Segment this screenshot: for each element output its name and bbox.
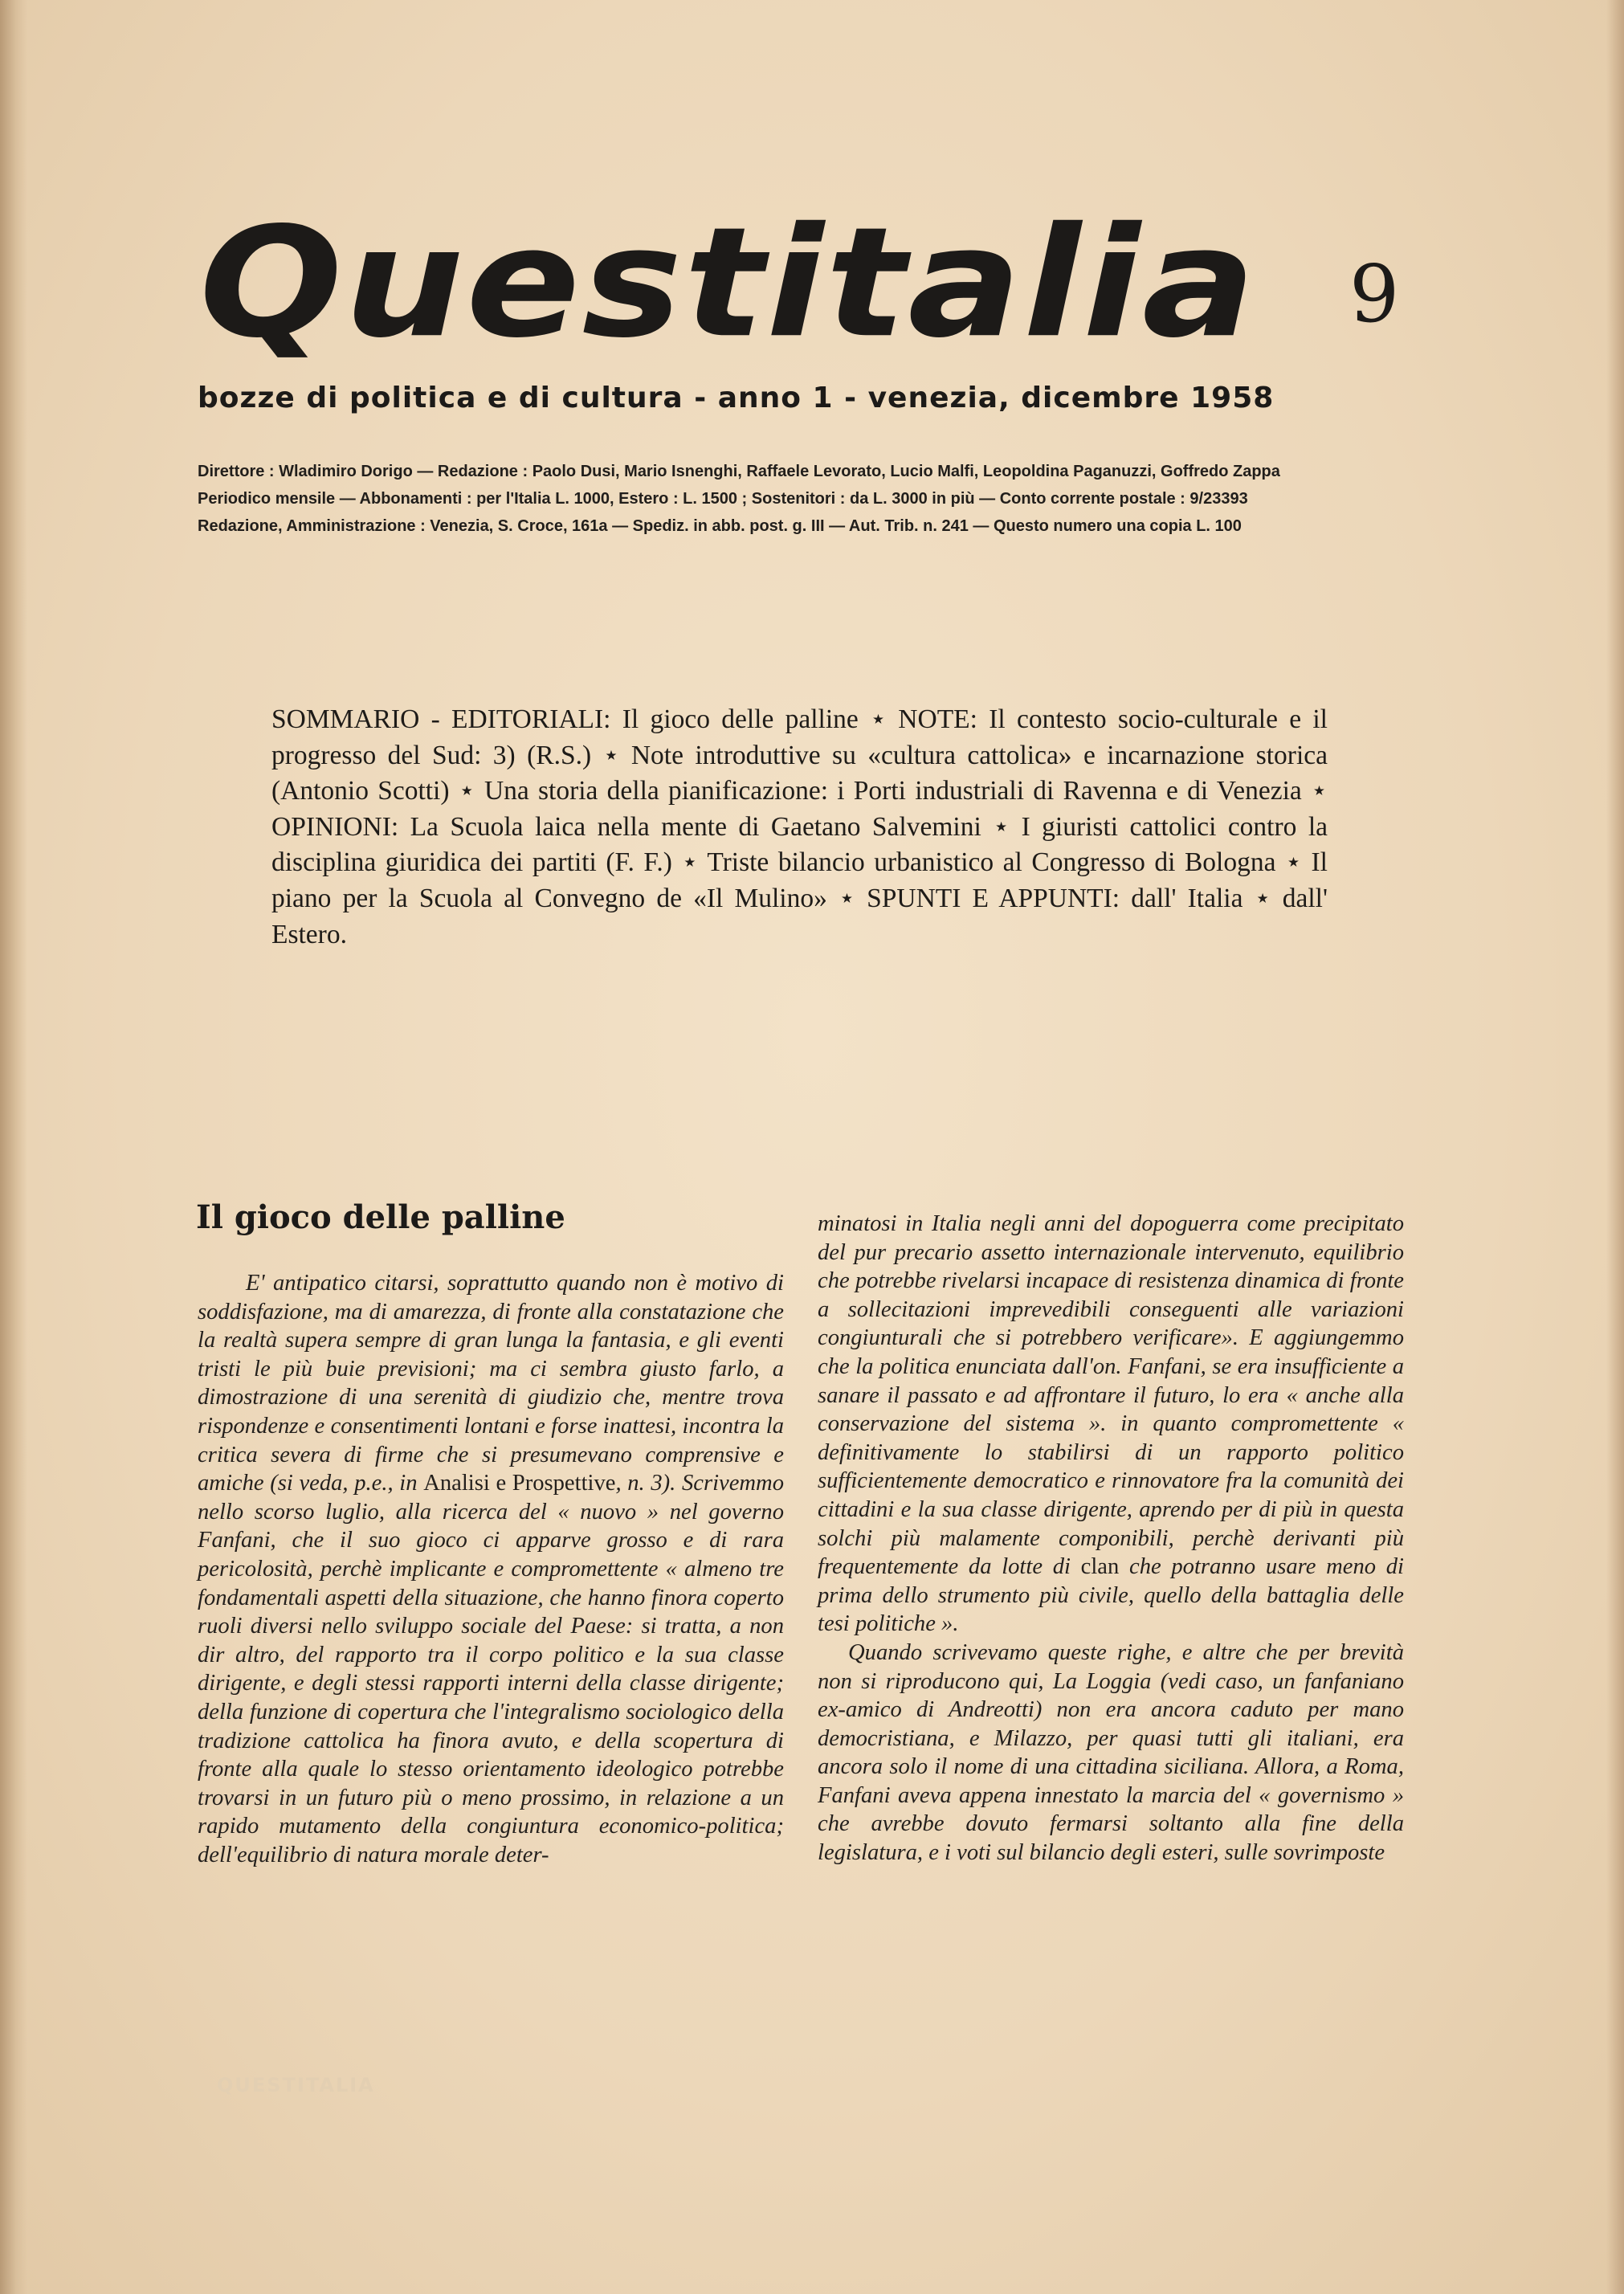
journal-name: Analisi e Prospettive: [423, 1471, 616, 1496]
article-text: , n. 3). Scrivemmo nello scorso luglio, alla ricerca del « nuovo » nel governo Fanfani, che il suo gioco ci apparve grosso e di rara pericolosità, perchè implicante e compromettente « almeno tre fondamentali aspetti della situazione, che hanno finora coperto ruoli diversi nello sviluppo sociale del Paese: si tratta, a non dir altro, del rapporto tra il corpo politico e la sua classe dirigente, e degli stessi rapporti interni della classe dirigente; della funzione di copertura che l'integralismo sociologico della tradizione cattolica ha finora avuto, e della scopertura di fronte alla quale lo stesso orientamento ideologico potrebbe trovarsi in un futuro più o meno prossimo, in relazione a un rapido mutamento della congiuntura economico-politica; dell'equilibrio di natura morale deter-: [198, 1471, 784, 1867]
page-edge-right: [1606, 0, 1624, 2294]
article-paragraph: Quando scrivevamo queste righe, e altre che per brevità non si riproducono qui, La Loggia (vedi caso, un fanfaniano ex-amico di Andreotti) non era ancora caduto per mano democristiana, e Milazzo, per quasi tutti gli italiani, era ancora solo il nome di una cittadina siciliana. Allora, a Roma, Fanfani aveva appena innestato la marcia del « governismo » che avrebbe dovuto fermarsi soltanto alla fine della legislatura, e i voti sul bilancio degli esteri, sulle sovrimposte: [818, 1639, 1404, 1866]
article-column-left: [198, 1269, 784, 1869]
bleed-through-text: QUESTITALIA: [217, 2074, 375, 2096]
article-column-right: [818, 1210, 1404, 1867]
article-text: minatosi in Italia negli anni del dopoguerra come precipitato del pur precario assetto internazionale intervenuto, equilibrio che potrebbe rivelarsi incapace di resistenza dinamica di fronte a sollecitazioni imprevedibili conseguenti alle variazioni congiunturali che si potrebbero verificare». E aggiungemmo che la politica enunciata dall'on. Fanfani, se era insufficiente a sanare il passato e ad affrontare il futuro, lo era « anche alla conservazione del sistema ». in quanto compromettente « definitivamente lo stabilirsi di un rapporto politico sufficientemente democratico e rinnovatore fra la comunità dei cittadini e la sua classe dirigente, aprendo per di più in questa solchi più malamente componibili, perchè derivanti più frequentemente da lotte di: [818, 1211, 1404, 1580]
colophon-line-subscriptions: Periodico mensile — Abbonamenti : per l'Italia L. 1000, Estero : L. 1500 ; Sostenitori : da L. 3000 in più — Conto corrente postale : 9/23393: [198, 490, 1248, 508]
colophon-line-address: Redazione, Amministrazione : Venezia, S. Croce, 161a — Spediz. in abb. post. g. III — Aut. Trib. n. 241 — Questo numero una copia L. 100: [198, 517, 1242, 535]
colophon-line-editors: Direttore : Wladimiro Dorigo — Redazione : Paolo Dusi, Mario Isnenghi, Raffaele Levorato, Lucio Malfi, Leopoldina Paganuzzi, Goffredo Zappa: [198, 463, 1280, 480]
article-title: Il gioco delle palline: [196, 1198, 565, 1236]
article-text: che potranno usare meno di prima dello strumento più civile, quello della battaglia delle tesi politiche ».: [818, 1554, 1404, 1637]
table-of-contents: SOMMARIO - EDITORIALI: Il gioco delle palline ⋆ NOTE: Il contesto socio-culturale e il progresso del Sud: 3) (R.S.) ⋆ Note introduttive su «cultura cattolica» e incarnazione storica (Antonio Scotti) ⋆ Una storia della pianificazione: i Porti industriali di Ravenna e di Venezia ⋆ OPINIONI: La Scuola laica nella mente di Gaetano Salvemini ⋆ I giuristi cattolici contro la disciplina giuridica dei partiti (F. F.) ⋆ Triste bilancio urbanistico al Congresso di Bologna ⋆ Il piano per la Scuola al Convegno de «Il Mulino» ⋆ SPUNTI E APPUNTI: dall' Italia ⋆ dall' Estero.: [271, 704, 1328, 949]
masthead-tagline: bozze di politica e di cultura - anno 1 - venezia, dicembre 1958: [198, 382, 1275, 414]
colophon: [198, 458, 1402, 540]
masthead-title: Questitalia: [199, 194, 1258, 372]
article-term: clan: [1080, 1554, 1120, 1580]
article-text: E' antipatico citarsi, soprattutto quando non è motivo di soddisfazione, ma di amarezza, di fronte alla constatazione che la realtà supera sempre di gran lunga la fantasia, e gli eventi tristi le più buie previsioni; ma ci sembra giusto farlo, a dimostrazione di una serenità di giudizio che, mentre trova rispondenze e consentimenti lontani e forse inattesi, incontra la critica severa di firme che si presumevano comprensive e amiche (si veda, p.e., in: [198, 1271, 784, 1496]
issue-number: 9: [1349, 249, 1400, 341]
page-edge-left: [0, 0, 27, 2294]
article-paragraph: [818, 1210, 1404, 1639]
